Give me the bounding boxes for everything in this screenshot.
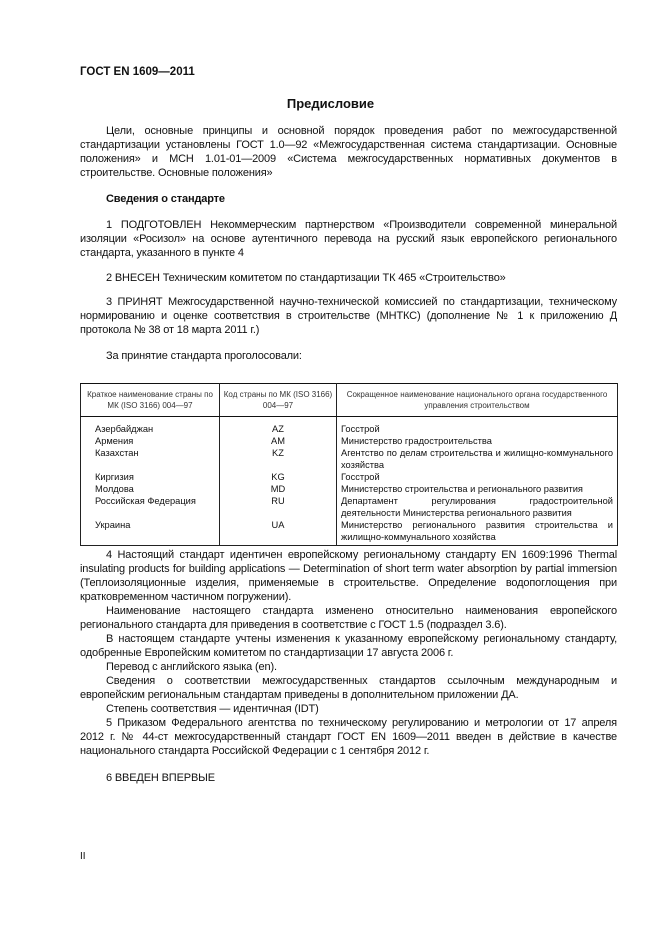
intro-paragraph: [80, 124, 617, 180]
page-title: Предисловие: [286, 96, 375, 111]
item-4-translation: Перевод с английского языка (en).: [106, 661, 277, 673]
item-5: [80, 716, 617, 758]
item-3-text: 3 ПРИНЯТ Межгосударственной научно-технической комиссией по стандартизации, техническому нормированию и оценке соответствия в строительстве (МНТКС) (дополнение № 1 к приложению Д протокола № 38 от 18 марта 2011 г.): [80, 296, 617, 336]
column-header-country: Краткое наименование страны по МК (ISO 3166) 004—97: [81, 384, 220, 417]
item-1: [80, 218, 617, 260]
item-4-conformity: Степень соответствия — идентичная (IDT): [106, 703, 319, 715]
item-2: [80, 271, 617, 285]
table-row: [81, 495, 618, 519]
item-4-references: Сведения о соответствии межгосударственных стандартов ссылочным международным и европейским региональным стандартам приведены в дополнительном приложении ДА.: [80, 675, 617, 701]
section-heading-text: Сведения о стандарте: [106, 193, 225, 205]
section-heading: [80, 192, 617, 206]
document-header: ГОСТ EN 1609—2011: [80, 66, 195, 78]
country-code: AZ: [220, 417, 337, 436]
country-code: KZ: [220, 447, 337, 471]
vote-intro-text: За принятие стандарта проголосовали:: [106, 350, 302, 362]
table-row: [81, 519, 618, 546]
country-name: Азербайджан: [81, 417, 220, 436]
item-2-text: 2 ВНЕСЕН Техническим комитетом по стандартизации ТК 465 «Строительство»: [106, 272, 506, 284]
authority-name: Министерство градостроительства: [337, 435, 618, 447]
column-header-authority: Сокращенное наименование национального органа государственного управления строительством: [337, 384, 618, 417]
item-1-text: 1 ПОДГОТОВЛЕН Некоммерческим партнерством «Производители современной минеральной изоляции «Росизол» на основе аутентичного перевода на русский язык европейского регионального стандарта, указанного в пункте 4: [80, 219, 617, 259]
authority-name: Департамент регулирования градостроительной деятельности Министерства регионального развития: [337, 495, 618, 519]
authority-name: Госстрой: [337, 417, 618, 436]
country-name: Российская Федерация: [81, 495, 220, 519]
country-name: Киргизия: [81, 471, 220, 483]
table-row: [81, 447, 618, 471]
table-row: [81, 483, 618, 495]
authority-name: Агентство по делам строительства и жилищно-коммунального хозяйства: [337, 447, 618, 471]
table-row: [81, 471, 618, 483]
country-code: RU: [220, 495, 337, 519]
vote-intro: [80, 349, 617, 363]
page-number: II: [80, 851, 86, 862]
authority-name: Министерство регионального развития строительства и жилищно-коммунального хозяйства: [337, 519, 618, 546]
item-4: [80, 548, 617, 716]
item-6-text: 6 ВВЕДЕН ВПЕРВЫЕ: [106, 772, 215, 784]
intro-text: Цели, основные принципы и основной порядок проведения работ по межгосударственной стандартизации установлены ГОСТ 1.0—92 «Межгосударственная система стандартизации. Основные положения» и МСН 1.01-01—2009 «Система межгосударственных нормативных документов в строительстве. Основные положения»: [80, 125, 617, 179]
item-4-amendments: В настоящем стандарте учтены изменения к указанному европейскому региональному стандарту, одобренные Европейским комитетом по стандартизации 17 августа 2006 г.: [80, 633, 617, 659]
country-name: Украина: [81, 519, 220, 546]
item-6: [80, 771, 617, 785]
country-name: Армения: [81, 435, 220, 447]
item-3: [80, 295, 617, 337]
voting-countries-table: [80, 383, 618, 546]
authority-name: Госстрой: [337, 471, 618, 483]
item-4-name-change: Наименование настоящего стандарта изменено относительно наименования европейского регионального стандарта для приведения в соответствие с ГОСТ 1.5 (подраздел 3.6).: [80, 605, 617, 631]
country-code: KG: [220, 471, 337, 483]
country-code: MD: [220, 483, 337, 495]
authority-name: Министерство строительства и регионального развития: [337, 483, 618, 495]
column-header-code: Код страны по МК (ISO 3166) 004—97: [220, 384, 337, 417]
country-name: Казахстан: [81, 447, 220, 471]
country-code: UA: [220, 519, 337, 546]
table-row: [81, 435, 618, 447]
country-code: AM: [220, 435, 337, 447]
table-header-row: [81, 384, 618, 417]
table-row: [81, 417, 618, 436]
country-name: Молдова: [81, 483, 220, 495]
item-5-text: 5 Приказом Федерального агентства по техническому регулированию и метрологии от 17 апреля 2012 г. № 44-ст межгосударственный стандарт ГОСТ EN 1609—2011 введен в действие в качестве национального стандарта Российской Федерации с 1 сентября 2012 г.: [80, 717, 617, 757]
item-4-text: 4 Настоящий стандарт идентичен европейскому региональному стандарту EN 1609:1996 Thermal insulating products for building applications — Determination of short term water absorption by partial immersion (Теплоизоляционные изделия, применяемые в строительстве. Определение водопоглощения при кратковременном частичном погружении).: [80, 549, 617, 603]
